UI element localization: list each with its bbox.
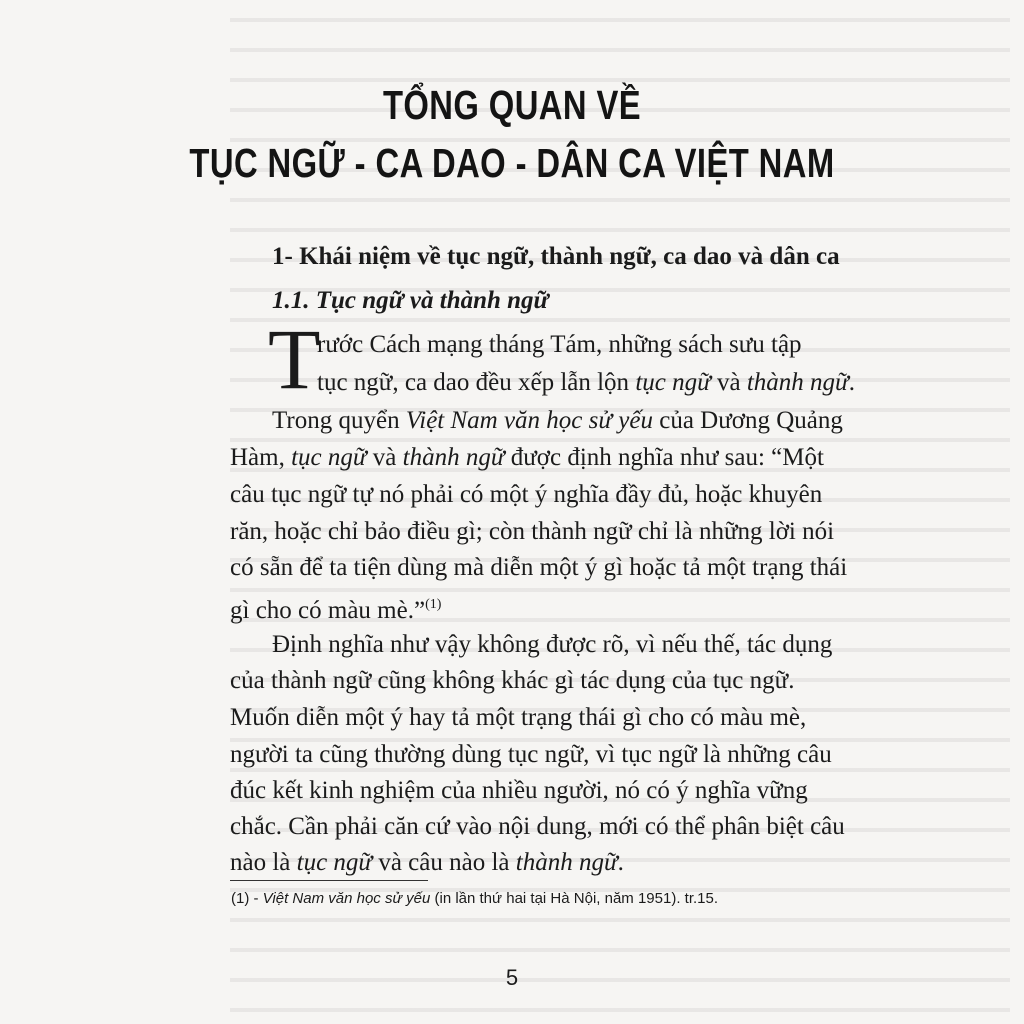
page-number: 5 bbox=[505, 965, 519, 990]
paragraph-line bbox=[230, 443, 824, 473]
text-run: và câu nào là bbox=[372, 849, 516, 876]
paragraph-line: Định nghĩa như vậy không được rõ, vì nếu thế, tác dụng bbox=[272, 631, 833, 658]
text-run: . bbox=[617, 849, 624, 876]
chapter-title-line-1: TỔNG QUAN VỀ bbox=[382, 82, 642, 128]
paragraph-line: người ta cũng thường dùng tục ngữ, vì tục ngữ là những câu bbox=[230, 741, 832, 768]
italic-book-title: Việt Nam văn học sử yếu bbox=[405, 407, 653, 434]
text-run: . bbox=[848, 369, 855, 396]
drop-cap: T bbox=[268, 311, 321, 407]
paragraph-line: chắc. Cần phải căn cứ vào nội dung, mới có thể phân biệt câu bbox=[230, 813, 845, 840]
footnote-divider bbox=[230, 880, 428, 881]
subsection-heading: 1.1. Tục ngữ và thành ngữ bbox=[272, 287, 549, 314]
footnote-reference[interactable]: (1) bbox=[425, 597, 442, 612]
paragraph-line: câu tục ngữ tự nó phải có một ý nghĩa đầy đủ, hoặc khuyên bbox=[230, 481, 823, 508]
paragraph-line bbox=[317, 330, 802, 360]
paragraph-line bbox=[230, 590, 441, 626]
chapter-title-line-2: TỤC NGỮ - CA DAO - DÂN CA VIỆT NAM bbox=[189, 140, 835, 186]
paragraph-line: răn, hoặc chỉ bảo điều gì; còn thành ngữ chỉ là những lời nói bbox=[230, 518, 835, 545]
text-run: nào là bbox=[230, 849, 297, 876]
paragraph-line: đúc kết kinh nghiệm của nhiều người, nó có ý nghĩa vững bbox=[230, 777, 808, 804]
italic-term: thành ngữ bbox=[515, 849, 618, 876]
paragraph-line bbox=[317, 368, 855, 398]
paragraph-line: có sẵn để ta tiện dùng mà diễn một ý gì hoặc tả một trạng thái bbox=[230, 554, 848, 581]
text-run: rước Cách mạng tháng Tám, những sách sưu tập bbox=[317, 331, 802, 358]
paragraph-line: Muốn diễn một ý hay tả một trạng thái gì cho có màu mè, bbox=[230, 704, 807, 731]
text-run: Hàm, bbox=[230, 444, 292, 471]
text-run: gì cho có màu mè.” bbox=[230, 597, 426, 624]
footnote-book-title: Việt Nam văn học sử yếu bbox=[262, 890, 431, 907]
italic-term: tục ngữ bbox=[635, 369, 711, 396]
paragraph-line bbox=[272, 406, 843, 436]
text-run: Trong quyển bbox=[272, 407, 406, 434]
text-run: của Dương Quảng bbox=[652, 407, 843, 434]
paragraph-line: của thành ngữ cũng không khác gì tác dụng của tục ngữ. bbox=[230, 667, 795, 694]
paragraph-line bbox=[230, 848, 624, 878]
text-run: được định nghĩa như sau: “Một bbox=[504, 444, 824, 471]
italic-term: tục ngữ bbox=[291, 444, 367, 471]
section-heading: 1- Khái niệm về tục ngữ, thành ngữ, ca dao và dân ca bbox=[272, 243, 840, 270]
italic-term: thành ngữ bbox=[402, 444, 505, 471]
text-run: và bbox=[710, 369, 747, 396]
text-run: tục ngữ, ca dao đều xếp lẫn lộn bbox=[317, 369, 636, 396]
text-run: và bbox=[366, 444, 403, 471]
footnote-text: (in lần thứ hai tại Hà Nội, năm 1951). tr.15. bbox=[430, 890, 719, 907]
italic-term: thành ngữ bbox=[746, 369, 849, 396]
footnote-number: (1) - bbox=[231, 890, 263, 907]
footnote bbox=[231, 890, 718, 907]
italic-term: tục ngữ bbox=[296, 849, 373, 876]
